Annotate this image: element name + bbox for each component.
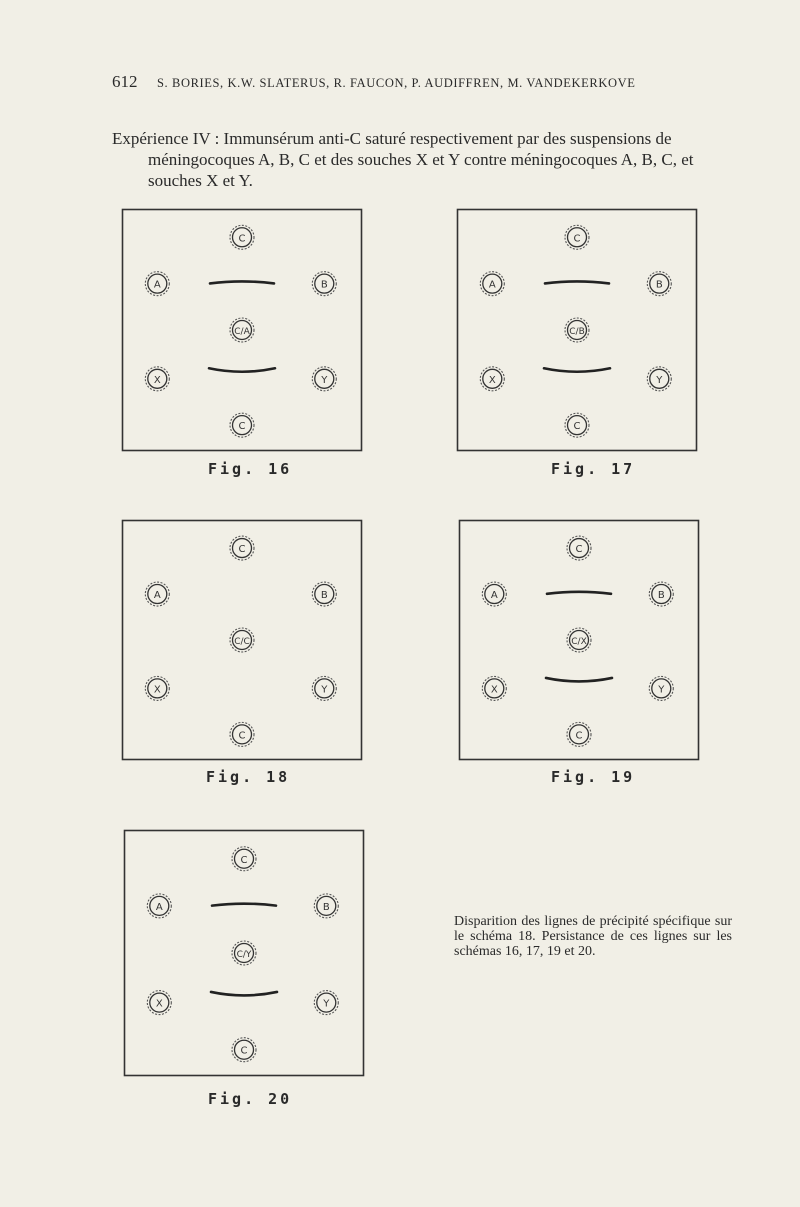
well-right-upper bbox=[314, 894, 338, 918]
precipitate-line-upper bbox=[212, 904, 276, 906]
well-top bbox=[565, 225, 589, 249]
well-left-lower bbox=[145, 676, 169, 700]
experiment-description: Expérience IV : Immunsérum anti-C saturé respectivement par des suspensions de méningocoques A, B, C et des souches X et Y contre méningocoques A, B, C, et souches X et Y. bbox=[112, 129, 694, 190]
well-top bbox=[230, 536, 254, 560]
well-label: C bbox=[575, 544, 583, 556]
well-right-lower bbox=[649, 676, 673, 700]
well-label: B bbox=[320, 279, 328, 291]
well-label: C bbox=[240, 1045, 248, 1057]
well-bottom bbox=[230, 722, 254, 746]
well-label: C/A bbox=[234, 327, 250, 337]
well-label: Y bbox=[321, 374, 328, 386]
page-number: 612 bbox=[112, 72, 138, 91]
precipitate-line-upper bbox=[545, 281, 609, 283]
well-left-lower bbox=[482, 676, 506, 700]
figure-16 bbox=[121, 208, 363, 452]
well-label: X bbox=[153, 684, 161, 696]
well-right-lower bbox=[312, 676, 336, 700]
well-label: C/Y bbox=[236, 950, 252, 960]
well-label: C bbox=[573, 421, 581, 433]
well-label: Y bbox=[658, 684, 665, 696]
well-right-upper bbox=[312, 272, 336, 296]
well-label: C bbox=[238, 233, 246, 245]
well-left-lower bbox=[147, 991, 171, 1015]
well-label: B bbox=[657, 590, 665, 602]
well-left-upper bbox=[482, 582, 506, 606]
well-bottom bbox=[565, 413, 589, 437]
well-right-lower bbox=[312, 367, 336, 391]
well-label: X bbox=[153, 374, 161, 386]
figure-20-caption: Fig. 20 bbox=[208, 1090, 293, 1108]
well-bottom bbox=[232, 1038, 256, 1062]
precipitate-line-lower bbox=[546, 678, 612, 682]
well-right-lower bbox=[647, 367, 671, 391]
well-label: B bbox=[322, 901, 330, 913]
well-left-lower bbox=[145, 367, 169, 391]
figure-19 bbox=[458, 519, 700, 761]
plate-diagram bbox=[121, 519, 363, 761]
well-label: X bbox=[488, 374, 496, 386]
figure-18 bbox=[121, 519, 363, 761]
figure-17 bbox=[456, 208, 698, 452]
figure-20 bbox=[123, 829, 365, 1077]
well-label: A bbox=[488, 279, 496, 291]
well-label: C bbox=[238, 544, 246, 556]
well-label: C bbox=[238, 730, 246, 742]
well-left-upper bbox=[480, 272, 504, 296]
well-right-lower bbox=[314, 991, 338, 1015]
plate-diagram bbox=[123, 829, 365, 1077]
well-top bbox=[230, 225, 254, 249]
well-bottom bbox=[567, 722, 591, 746]
plate-diagram bbox=[121, 208, 363, 452]
well-label: A bbox=[153, 590, 161, 602]
precipitate-line-lower bbox=[544, 368, 610, 372]
well-top bbox=[232, 847, 256, 871]
plate-diagram bbox=[456, 208, 698, 452]
well-label: C bbox=[240, 854, 248, 866]
precipitate-line-upper bbox=[547, 592, 611, 594]
precipitate-line-upper bbox=[210, 281, 274, 283]
well-label: A bbox=[155, 901, 163, 913]
well-center bbox=[230, 318, 254, 342]
well-center bbox=[565, 318, 589, 342]
well-label: A bbox=[153, 279, 161, 291]
well-label: Y bbox=[656, 374, 663, 386]
well-left-upper bbox=[147, 894, 171, 918]
figure-17-caption: Fig. 17 bbox=[551, 460, 636, 478]
figure-note: Disparition des lignes de précipité spécifique sur le schéma 18. Persistance de ces lignes sur les schémas 16, 17, 19 et 20. bbox=[454, 914, 732, 959]
well-label: A bbox=[490, 590, 498, 602]
well-label: Y bbox=[321, 684, 328, 696]
well-label: X bbox=[490, 684, 498, 696]
well-label: B bbox=[320, 590, 328, 602]
well-left-lower bbox=[480, 367, 504, 391]
running-header-authors: S. BORIES, K.W. SLATERUS, R. FAUCON, P. AUDIFFREN, M. VANDEKERKOVE bbox=[157, 76, 636, 90]
well-label: C bbox=[575, 730, 583, 742]
well-left-upper bbox=[145, 272, 169, 296]
well-label: C/B bbox=[569, 327, 585, 337]
precipitate-line-lower bbox=[209, 368, 275, 372]
well-center bbox=[230, 628, 254, 652]
well-label: C bbox=[573, 233, 581, 245]
well-label: C/C bbox=[234, 637, 250, 647]
precipitate-line-lower bbox=[211, 992, 277, 996]
plate-diagram bbox=[458, 519, 700, 761]
well-label: Y bbox=[323, 998, 330, 1010]
well-right-upper bbox=[312, 582, 336, 606]
well-right-upper bbox=[647, 272, 671, 296]
well-label: C bbox=[238, 421, 246, 433]
figure-19-caption: Fig. 19 bbox=[551, 768, 636, 786]
well-label: B bbox=[655, 279, 663, 291]
figure-18-caption: Fig. 18 bbox=[206, 768, 291, 786]
well-label: C/X bbox=[571, 637, 587, 647]
figure-16-caption: Fig. 16 bbox=[208, 460, 293, 478]
well-center bbox=[567, 628, 591, 652]
well-bottom bbox=[230, 413, 254, 437]
well-top bbox=[567, 536, 591, 560]
well-right-upper bbox=[649, 582, 673, 606]
well-label: X bbox=[155, 998, 163, 1010]
well-left-upper bbox=[145, 582, 169, 606]
well-center bbox=[232, 941, 256, 965]
